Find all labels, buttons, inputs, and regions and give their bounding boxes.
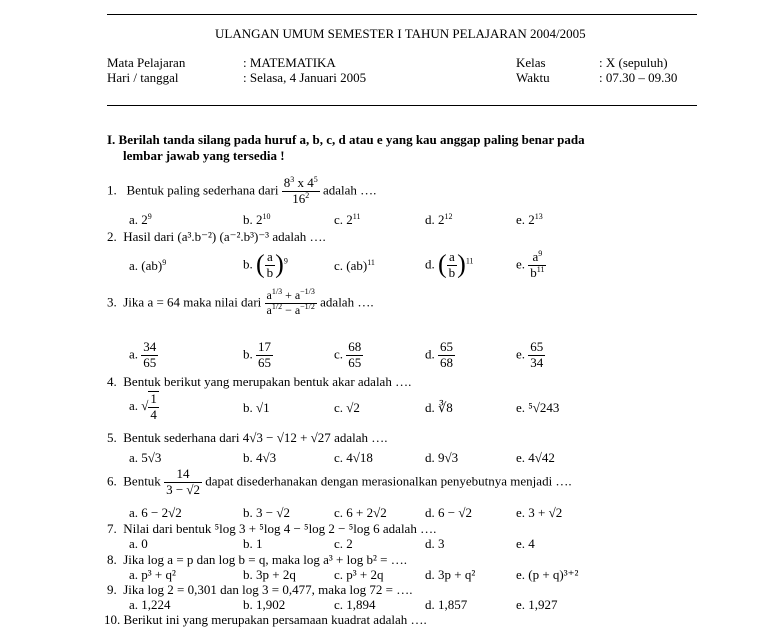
- q4-option-b: b. √1: [243, 400, 270, 415]
- subject-label: Mata Pelajaran: [107, 55, 186, 70]
- q9-option-d: d. 1,857: [425, 597, 468, 612]
- question-4: 4. Bentuk berikut yang merupakan bentuk akar adalah ….: [107, 374, 412, 389]
- q6-option-b: b. 3 − √2: [243, 505, 290, 520]
- q6-option-c: c. 6 + 2√2: [334, 505, 387, 520]
- q8-option-a: a. p³ + q²: [129, 567, 176, 582]
- q2-option-e: e. $\frac{a^9}{b^{11}}$: [516, 249, 545, 280]
- class-value: : X (sepuluh): [599, 55, 668, 70]
- fraction-expression: $\frac{8^3 x 4^5}{16^2}$: [283, 175, 318, 206]
- question-number: 1.: [107, 182, 117, 198]
- q5-option-b: b. 4√3: [243, 450, 277, 465]
- q3-option-b: b. $\frac{17}{65}$: [243, 339, 271, 370]
- q1-option-b: b. $2^{10}$: [243, 212, 271, 227]
- question-2: 2. Hasil dari (a³.b⁻²) (a⁻².b³)⁻³ adalah ….: [107, 229, 326, 244]
- fraction-expression: $\frac{a^{1/3} + a^{-1/3}}{a^{1/2} - a^{-1/2}}$: [266, 287, 315, 317]
- question-9: 9. Jika log 2 = 0,301 dan log 3 = 0,477, maka log 72 = ….: [107, 582, 413, 597]
- class-label: Kelas: [516, 55, 546, 70]
- instruction-line-1: I. Berilah tanda silang pada huruf a, b, c, d atau e yang kau anggap paling benar pada: [107, 132, 585, 147]
- q7-option-e: e. 4: [516, 536, 535, 551]
- q1-option-a: a. $2^9$: [129, 212, 152, 227]
- q2-option-b: b. ( $\frac{a}{b}$ )$^9$: [243, 249, 288, 280]
- q8-option-e: e. (p + q)³⁺²: [516, 567, 579, 582]
- q7-option-a: a. 0: [129, 536, 148, 551]
- q3-option-a: a. $\frac{34}{65}$: [129, 339, 157, 370]
- time-value: : 07.30 – 09.30: [599, 70, 678, 85]
- q6-option-e: e. 3 + √2: [516, 505, 563, 520]
- q9-option-b: b. 1,902: [243, 597, 286, 612]
- q1-option-e: e. $2^{13}$: [516, 212, 543, 227]
- q4-option-e: e. ⁵√243: [516, 400, 560, 415]
- header-rule: [107, 105, 697, 106]
- question-text-end: adalah ….: [322, 182, 377, 198]
- q4-option-d: d. ∛8: [425, 400, 453, 415]
- q8-option-d: d. 3p + q²: [425, 567, 476, 582]
- q4-option-c: c. √2: [334, 400, 360, 415]
- q6-option-a: a. 6 − 2√2: [129, 505, 182, 520]
- exam-title: ULANGAN UMUM SEMESTER I TAHUN PELAJARAN 2004/2005: [215, 26, 586, 41]
- q9-option-a: a. 1,224: [129, 597, 171, 612]
- question-8: 8. Jika log a = p dan log b = q, maka log a³ + log b² = ….: [107, 552, 407, 567]
- top-rule: [107, 14, 697, 15]
- question-5: 5. Bentuk sederhana dari 4√3 − √12 + √27 adalah ….: [107, 430, 388, 445]
- q5-option-a: a. 5√3: [129, 450, 162, 465]
- q5-option-d: d. 9√3: [425, 450, 459, 465]
- q8-option-b: b. 3p + 2q: [243, 567, 296, 582]
- q3-option-d: d. $\frac{65}{68}$: [425, 339, 453, 370]
- question-10: 10. Berikut ini yang merupakan persamaan kuadrat adalah ….: [104, 612, 427, 627]
- q1-option-d: d. $2^{12}$: [425, 212, 453, 227]
- q1-option-c: c. $2^{11}$: [334, 212, 361, 227]
- q2-option-c: c. (ab)$^{11}$: [334, 258, 375, 273]
- q3-option-e: e. $\frac{65}{34}$: [516, 339, 544, 370]
- day-label: Hari / tanggal: [107, 70, 179, 85]
- q4-option-a: a. √ $\frac{1}{4}$: [129, 391, 157, 422]
- q2-option-a: a. (ab)$^9$: [129, 258, 167, 273]
- q3-option-c: c. $\frac{68}{65}$: [334, 339, 362, 370]
- time-label: Waktu: [516, 70, 550, 85]
- q9-option-e: e. 1,927: [516, 597, 558, 612]
- subject-value: : MATEMATIKA: [243, 55, 336, 70]
- q5-option-c: c. 4√18: [334, 450, 373, 465]
- q7-option-c: c. 2: [334, 536, 353, 551]
- question-7: 7. Nilai dari bentuk ⁵log 3 + ⁵log 4 − ⁵log 2 − ⁵log 6 adalah ….: [107, 521, 437, 536]
- question-3: 3. Jika a = 64 maka nilai dari $\frac{a^{1/3} + a^{-1/3}}{a^{1/2} - a^{-1/2}}$ adalah ….: [107, 287, 374, 317]
- question-text: Bentuk paling sederhana dari: [126, 182, 279, 198]
- q7-option-d: d. 3: [425, 536, 445, 551]
- q5-option-e: e. 4√42: [516, 450, 555, 465]
- q2-option-d: d. ( $\frac{a}{b}$ )$^{11}$: [425, 249, 474, 280]
- q6-option-d: d. 6 − √2: [425, 505, 472, 520]
- q8-option-c: c. p³ + 2q: [334, 567, 384, 582]
- day-value: : Selasa, 4 Januari 2005: [243, 70, 367, 85]
- fraction-expression: $\frac{14}{3 - √2}$: [166, 466, 201, 497]
- instruction-line-2: lembar jawab yang tersedia !: [123, 148, 285, 163]
- question-1: [107, 176, 376, 207]
- q7-option-b: b. 1: [243, 536, 263, 551]
- q9-option-c: c. 1,894: [334, 597, 376, 612]
- question-6: 6. Bentuk $\frac{14}{3 - √2}$ dapat disederhanakan dengan merasionalkan penyebutnya menjadi ….: [107, 466, 572, 497]
